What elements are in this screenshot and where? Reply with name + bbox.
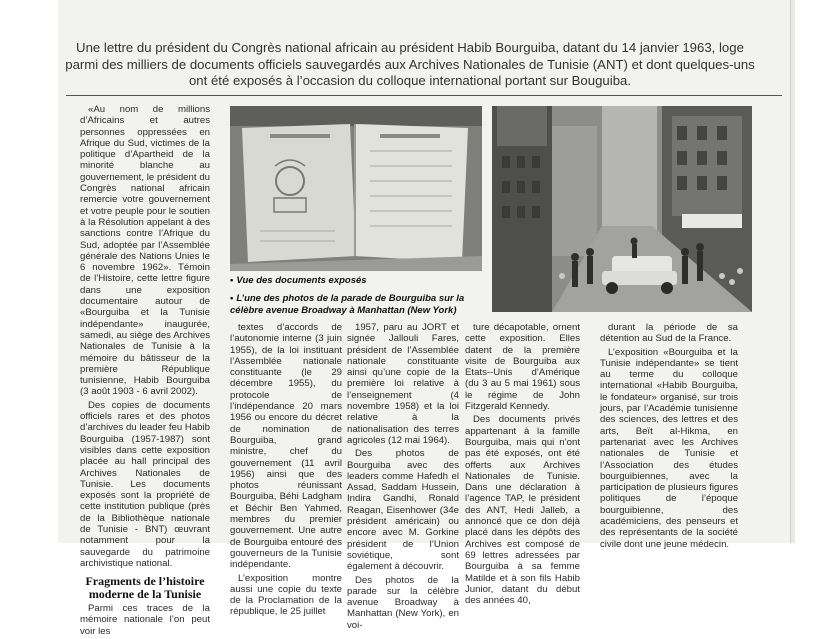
col1-paragraph-1: «Au nom de millions d’Africains et autres personnes oppressées en Afrique du Sud, victimes de la politique d’Apartheid de la minorité blanche au gouvernement, le président du Congrès national africain remercie votre gouvernement et votre peuple pour le soutien à la Résolution appelant à des sanctions contre l’Afrique du Sud, adoptée par l’Assemblée générale des Nations Unies le 6 novembre 1962». Témoin de l’Histoire, cette lettre figure dans une exposition documentaire autour de «Bourguiba et la Tunisie indépendante» inaugurée, samedi, au siège des Archives Nationales de Tunisie à la mémoire du bâtisseur de la première République tunisienne, Habib Bourguiba (3 août 1903 - 6 avril 2002). <box>80 104 210 398</box>
col3-paragraph-3: Des photos de la parade sur la célèbre avenue Broadway à Manhattan (New York), en voi- <box>347 574 459 631</box>
column-5 <box>600 322 738 552</box>
documents-image <box>230 106 482 271</box>
col4-paragraph-1: ture décapotable, ornent cette exposition. Elles datent de la première visite de Bourguiba aux Etats--Unis d’Amérique (du 3 au 5 mai 1961) sous le régime de John Fitzgerald Kennedy. <box>465 322 580 413</box>
col2-paragraph-2: L’exposition montre aussi une copie du texte de la Proclamation de la république, le 25 juillet <box>230 572 342 618</box>
caption-documents-text: Vue des documents exposés <box>236 275 367 286</box>
parade-image <box>492 106 752 312</box>
header-rule <box>66 95 782 96</box>
col3-paragraph-1: 1957, paru au JORT et signée Jallouli Fares, président de l’Assemblée nationale constituante ainsi qu’une copie de la première loi relative à l’enseignement (4 novembre 1958) et la loi relative à la nationalisation des terres agricoles (12 mai 1964). <box>347 322 459 446</box>
documents-photo <box>230 106 482 271</box>
col5-paragraph-2: L’exposition «Bourguiba et la Tunisie indépendante» se tient au terme du colloque international «Habib Bourguiba, le fondateur» organisé, sur trois jours, par l’Académie tunisienne des sciences, des lettres et des arts, Beït al-Hikma, en partenariat avec les Archives nationales de Tunisie et l’Association des études bourguibiennes, avec la participation de plusieurs figures politiques de l’époque bourguibienne, des académiciens, des penseurs et des représentants de la société civile dont une jeune médecin. <box>600 346 738 550</box>
column-2 <box>230 322 342 620</box>
parade-photo <box>492 106 752 312</box>
column-1 <box>80 104 210 639</box>
caption-parade-text: L’une des photos de la parade de Bourguiba sur la célèbre avenue Broadway à Manhattan (New York) <box>230 293 465 316</box>
column-3 <box>347 322 459 633</box>
bullet-icon: • <box>230 275 234 286</box>
bullet-icon: • <box>230 293 234 304</box>
caption-parade <box>230 293 485 316</box>
subheading: Fragments de l’histoire moderne de la Tunisie <box>85 574 205 601</box>
caption-documents <box>230 275 485 287</box>
col3-paragraph-2: Des photos de Bourguiba avec des leaders comme Hafedh el Assad, Saddam Hussein, Indira Gandhi, Ronald Reagan, Eisenhower (34e président américain) ou encore avec M. Gorkine président de l’Union soviétique, sont également à découvrir. <box>347 448 459 573</box>
col4-paragraph-2: Des documents privés appartenant à la famille Bourguiba, mais qui n’ont pas été exposés, ont été offerts aux Archives Nationales de Tunisie. Dans une déclaration à l’agence TAP, le président des ANT, Hedi Jalleb, a annoncé que ce don déjà placé dans les dépôts des Archives est composé de 69 lettres adressées par Bourguiba à sa femme Matilde et à son fils Habib Junior, datant du début des années 40, <box>465 414 580 607</box>
col2-paragraph-1: textes d’accords de l’autonomie interne (3 juin 1955), de la loi instituant l’Assemblée nationale constituante (le 29 décembre 1955), du protocole de l’indépendance 20 mars 1956 ou encore du décret de nomination de Bourguiba, grand ministre, chef du gouvernement (11 avril 1956) ainsi que des photos réunissant Bourguiba, Béhi Ladgham et Béchir Ben Yahmed, membres du premier gouvernement. Une autre de Bourguiba entouré des gouverneurs de la Tunisie indépendante. <box>230 322 342 571</box>
article-intro: Une lettre du président du Congrès national africain au président Habib Bourguiba, datant du 14 janvier 1963, loge parmi des milliers de documents officiels sauvegardés aux Archives Nationales de Tunisie (ANT) et dont quelques-uns ont été exposés à l’occasion du colloque international portant sur Bouguiba. <box>65 40 755 88</box>
col1-paragraph-2: Des copies de documents officiels rares et des photos d’archives du leader feu Habib Bourguiba (1957-1987) sont visibles dans cette exposition placée au hall principal des Archives Nationales de Tunisie. Les documents exposés sont la propriété de cette institution publique (près de la Bibliothèque nationale de Tunisie - BNT) œuvrant notamment pour la sauvegarde du patrimoine archivistique national. <box>80 399 210 569</box>
column-4 <box>465 322 580 608</box>
col5-paragraph-1: durant la période de sa détention au Sud de la France. <box>600 322 738 345</box>
col1-paragraph-3: Parmi ces traces de la mémoire nationale l’on peut voir les <box>80 603 210 637</box>
